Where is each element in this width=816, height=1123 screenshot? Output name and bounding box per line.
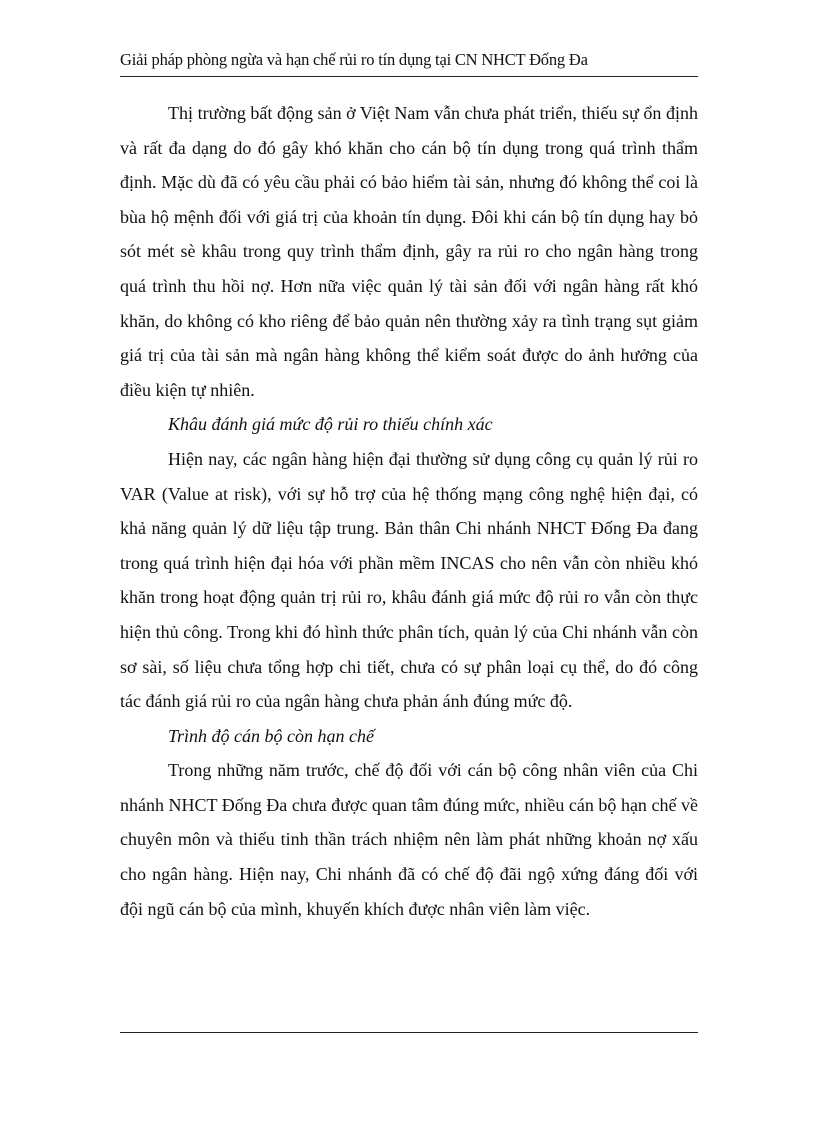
footer-divider xyxy=(120,1032,698,1033)
header-divider xyxy=(120,76,698,77)
document-body xyxy=(120,96,698,926)
paragraph-real-estate: Thị trường bất động sản ở Việt Nam vẫn chưa phát triển, thiếu sự ổn định và rất đa dạng do đó gây khó khăn cho cán bộ tín dụng trong quá trình thẩm định. Mặc dù đã có yêu cầu phải có bảo hiểm tài sản, nhưng đó không thể coi là bùa hộ mệnh đối với giá trị của khoản tín dụng. Đôi khi cán bộ tín dụng hay bỏ sót mét sè khâu trong quy trình thẩm định, gây ra rủi ro cho ngân hàng trong quá trình thu hồi nợ. Hơn nữa việc quản lý tài sản đối với ngân hàng rất khó khăn, do không có kho riêng để bảo quản nên thường xảy ra tình trạng sụt giảm giá trị của tài sản mà ngân hàng không thể kiểm soát được do ảnh hưởng của điều kiện tự nhiên. xyxy=(120,103,698,400)
subheading-staff-qualification: Trình độ cán bộ còn hạn chế xyxy=(168,725,374,746)
paragraph-staff-qualification: Trong những năm trước, chế độ đối với cán bộ công nhân viên của Chi nhánh NHCT Đống Đa chưa được quan tâm đúng mức, nhiều cán bộ hạn chế về chuyên môn và thiếu tinh thần trách nhiệm nên làm phát những khoản nợ xấu cho ngân hàng. Hiện nay, Chi nhánh đã có chế độ đãi ngộ xứng đáng đối với đội ngũ cán bộ của mình, khuyến khích được nhân viên làm việc. xyxy=(120,760,698,919)
subheading-risk-assessment: Khâu đánh giá mức độ rủi ro thiếu chính xác xyxy=(168,414,493,435)
paragraph-risk-assessment: Hiện nay, các ngân hàng hiện đại thường sử dụng công cụ quản lý rủi ro VAR (Value at risk), với sự hỗ trợ của hệ thống mạng công nghệ hiện đại, có khả năng quản lý dữ liệu tập trung. Bản thân Chi nhánh NHCT Đống Đa đang trong quá trình hiện đại hóa với phần mềm INCAS cho nên vẫn còn nhiều khó khăn trong hoạt động quản trị rủi ro, khâu đánh giá mức độ rủi ro vẫn còn thực hiện thủ công. Trong khi đó hình thức phân tích, quản lý của Chi nhánh vẫn còn sơ sài, số liệu chưa tổng hợp chi tiết, chưa có sự phân loại cụ thể, do đó công tác đánh giá rủi ro của ngân hàng chưa phản ánh đúng mức độ. xyxy=(120,448,698,712)
running-header: Giải pháp phòng ngừa và hạn chế rủi ro tín dụng tại CN NHCT Đống Đa xyxy=(120,50,588,69)
